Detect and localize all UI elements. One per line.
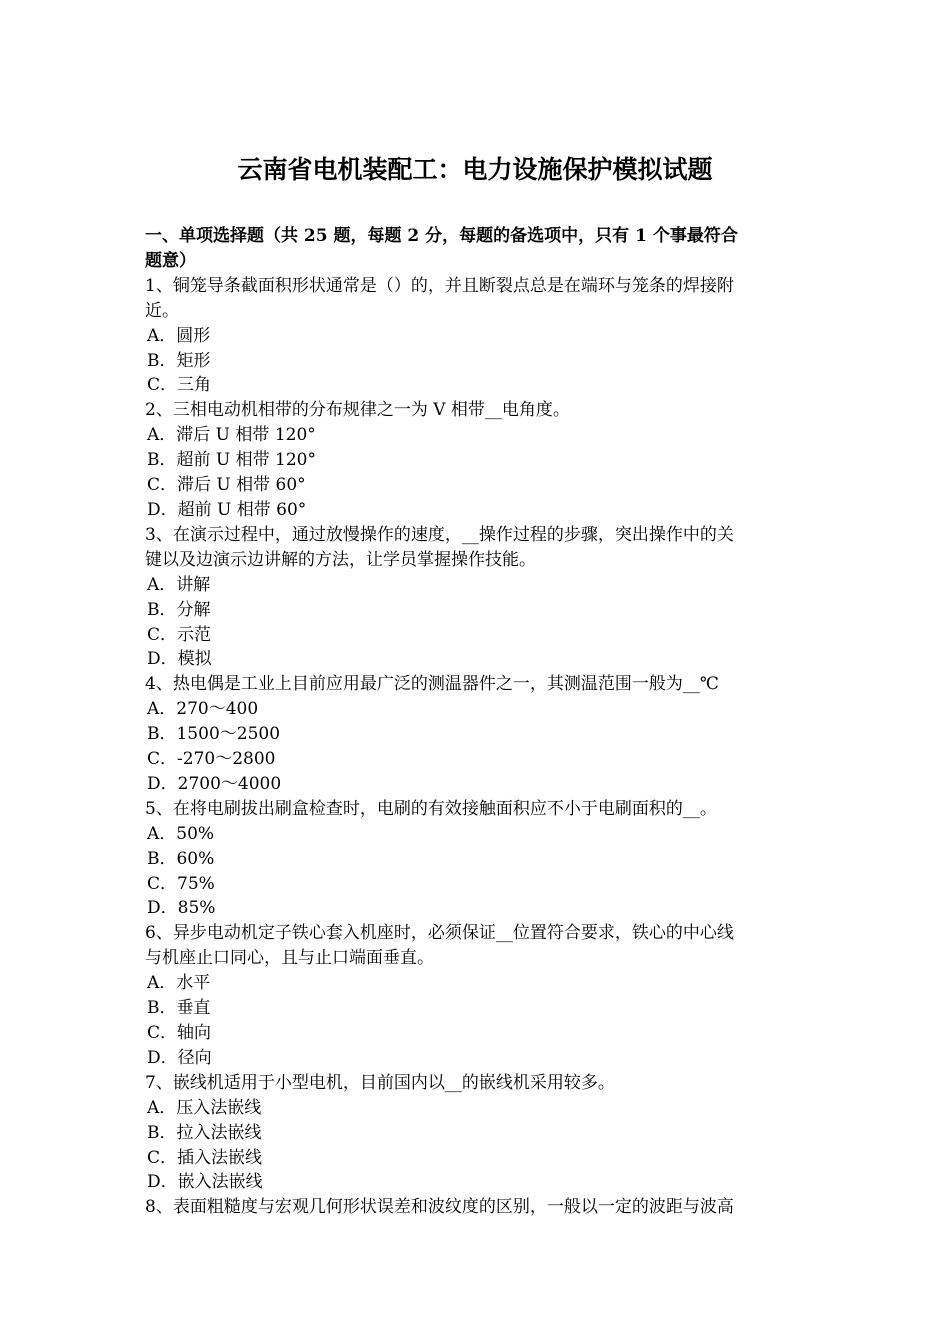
question-7 [145,1071,810,1196]
question-text-line: 与机座止口同心，且与止口端面垂直。 [145,948,434,969]
answer-option: C．-270～2800 [147,749,276,770]
question-text-line: 2、三相电动机相带的分布规律之一为 V 相带__电角度。 [145,400,570,421]
question-text-line: 键以及边演示边讲解的方法，让学员掌握操作技能。 [145,549,536,570]
answer-option: D．超前 U 相带 60° [147,499,307,520]
answer-option: A．水平 [147,973,211,994]
question-text-line: 8、表面粗糙度与宏观几何形状误差和波纹度的区别，一般以一定的波距与波高 [145,1197,734,1218]
answer-option: A．压入法嵌线 [147,1097,262,1118]
answer-option: B．分解 [147,599,211,620]
answer-option: C．滞后 U 相带 60° [147,475,306,496]
answer-option: B．超前 U 相带 120° [147,450,316,471]
question-list [145,274,810,1220]
answer-option: D．径向 [147,1047,212,1068]
answer-option: B．拉入法嵌线 [147,1122,262,1143]
question-6 [145,921,810,1070]
question-text-line: 1、铜笼导条截面积形状通常是（）的，并且断裂点总是在端环与笼条的焊接附 [145,275,734,296]
question-text-line: 7、嵌线机适用于小型电机，目前国内以__的嵌线机采用较多。 [145,1072,615,1093]
section-heading-line: 题意） [145,250,196,271]
question-text-line: 6、异步电动机定子铁心套入机座时，必须保证__位置符合要求，铁心的中心线 [145,923,734,944]
answer-option: A．50% [147,823,215,844]
answer-option: D．嵌入法嵌线 [147,1172,263,1193]
answer-option: C．轴向 [147,1023,212,1043]
answer-option: C．75% [147,873,215,894]
answer-option: A．讲解 [147,574,211,595]
section-heading-line: 一、单项选择题（共 25 题，每题 2 分，每题的备选项中，只有 1 个事最符合 [145,226,738,246]
question-text-line: 5、在将电刷拔出刷盒检查时，电刷的有效接触面积应不小于电刷面积的__。 [145,798,717,819]
question-4 [145,672,810,797]
answer-option: D．85% [147,898,216,919]
answer-option: D．2700～4000 [147,773,282,794]
answer-option: C．示范 [147,624,212,645]
question-5 [145,797,810,922]
question-text-line: 3、在演示过程中，通过放慢操作的速度，__操作过程的步骤，突出操作中的关 [145,524,734,545]
answer-option: B．矩形 [147,350,211,371]
answer-option: C．三角 [147,375,212,396]
answer-option: C．插入法嵌线 [147,1147,263,1168]
answer-option: B．60% [147,848,215,869]
answer-option: A．滞后 U 相带 120° [147,425,316,446]
question-text-line: 近。 [145,300,179,321]
question-text-line: 4、热电偶是工业上目前应用最广泛的测温器件之一，其测温范围一般为__℃ [145,674,719,695]
question-3 [145,523,810,672]
answer-option: B．1500～2500 [147,724,281,745]
question-1 [145,274,810,399]
answer-option: D．模拟 [147,649,212,670]
question-2 [145,398,810,523]
document-title: 云南省电机装配工：电力设施保护模拟试题 [237,155,713,184]
document-body [145,224,810,1220]
answer-option: A．270～400 [147,699,259,720]
section-heading [145,224,810,274]
answer-option: A．圆形 [147,325,211,346]
answer-option: B．垂直 [147,998,211,1019]
question-8 [145,1195,810,1220]
